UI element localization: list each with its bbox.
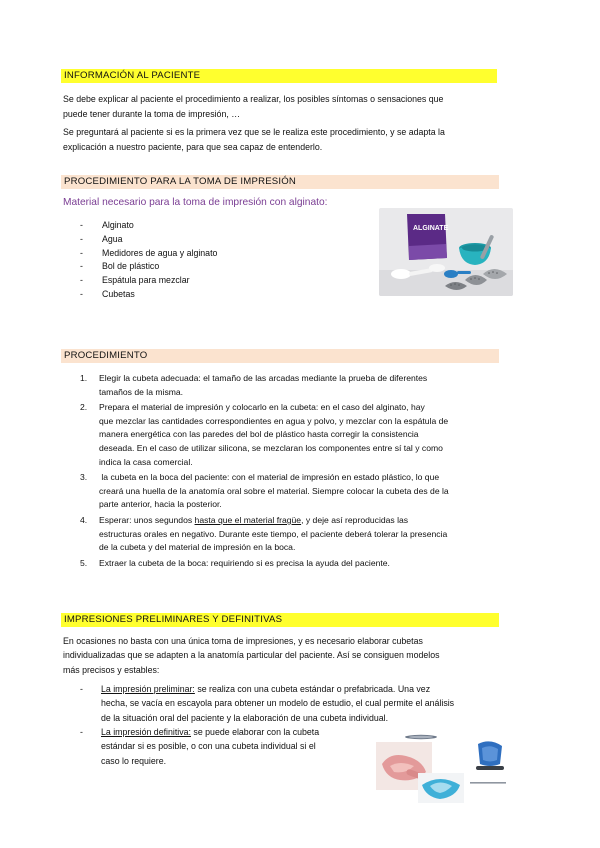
section-heading-procedimiento-toma: PROCEDIMIENTO PARA LA TOMA DE IMPRESIÓN xyxy=(61,175,499,189)
section-heading-procedimiento: PROCEDIMIENTO xyxy=(61,349,499,363)
step-1: 1. Elegir la cubeta adecuada: el tamaño de las arcadas mediante la prueba de diferentes tamaños de la misma. xyxy=(80,373,428,397)
term-definitiva: La impresión definitiva: xyxy=(101,727,191,737)
materials-list xyxy=(80,219,217,302)
list-item: - Medidores de agua y alginato xyxy=(80,247,218,258)
list-item: - Espátula para mezclar xyxy=(80,275,190,286)
impresion-definitiva-item: - La impresión definitiva: se puede elaborar con la cubeta estándar si es posible, o con una cubeta individual si el caso lo requiere. xyxy=(80,727,320,766)
list-item: - Cubetas xyxy=(80,288,135,299)
procedure-steps xyxy=(80,372,515,572)
blue-tray-photo xyxy=(418,773,464,803)
list-item: - Alginato xyxy=(80,220,134,230)
step-2: 2. Prepara el material de impresión y colocarlo en la cubeta: en el caso del alginato, hay que mezclar las cantidades correspondientes en agua y polvo, y mezclar con la espátula de manera energética con las paredes del bol de plástico hasta corregir la consistencia deseada. En el caso de utilizar silicona, se mezclaran los componentes entre sí tal y como indica la casa comercial. xyxy=(80,402,449,467)
alginate-label: ALGINATE xyxy=(413,225,449,232)
tray-top-image xyxy=(403,733,439,741)
list-item: - Bol de plástico xyxy=(80,261,160,272)
photo-caption-line xyxy=(468,780,508,786)
impresion-preliminar-item: - La impresión preliminar: se realiza con una cubeta estándar o prefabricada. Una vez hecha, se vacía en escayola para obtener un modelo de estudio, el cual permite el análisis de la situación oral del paciente y la elaboración de una cubeta individual. xyxy=(80,684,455,723)
paragraph-informacion-1: Se debe explicar al paciente el procedimiento a realizar, los posibles síntomas o sensaciones que puede tener durante la toma de impresión, … xyxy=(63,94,444,119)
paragraph-informacion-2: Se preguntará al paciente si es la primera vez que se le realiza este procedimiento, y se adapta la explicación a nuestro paciente, para que sea capaz de entenderlo. xyxy=(63,127,445,152)
paragraph-impresiones-intro: En ocasiones no basta con una única toma de impresiones, y es necesario elaborar cubetas individualizadas que se adapten a la anatomía particular del paciente. Así se consiguen modelos más precisos y estables: xyxy=(63,636,440,675)
materials-subtitle: Material necesario para la toma de impresión con alginato: xyxy=(63,197,328,208)
step-4: 4. Esperar: unos segundos hasta que el material fragüe, y deje así reproducidas las estructuras orales en negativo. Durante este tiempo, el paciente deberá tolerar la presencia de la cubeta y del material de impresión en la boca. xyxy=(80,514,448,553)
section-heading-impresiones: IMPRESIONES PRELIMINARES Y DEFINITIVAS xyxy=(61,613,499,627)
step-5: 5. Extraer la cubeta de la boca: requiriendo si es precisa la ayuda del paciente. xyxy=(80,557,390,568)
step-3: 3. la cubeta en la boca del paciente: con el material de impresión en estado plástico, lo que creará una huella de la anatomía oral sobre el material. Siempre colocar la cubeta des de la parte anterior, hacia la posterior. xyxy=(80,472,449,510)
definitive-tray-photo xyxy=(470,738,510,776)
alginate-materials-photo xyxy=(379,208,513,296)
section-heading-informacion: INFORMACIÓN AL PACIENTE xyxy=(61,69,497,83)
term-preliminar: La impresión preliminar: xyxy=(101,684,195,694)
list-item: - Agua xyxy=(80,233,123,244)
underlined-phrase: hasta que el material fragüe xyxy=(194,514,302,525)
